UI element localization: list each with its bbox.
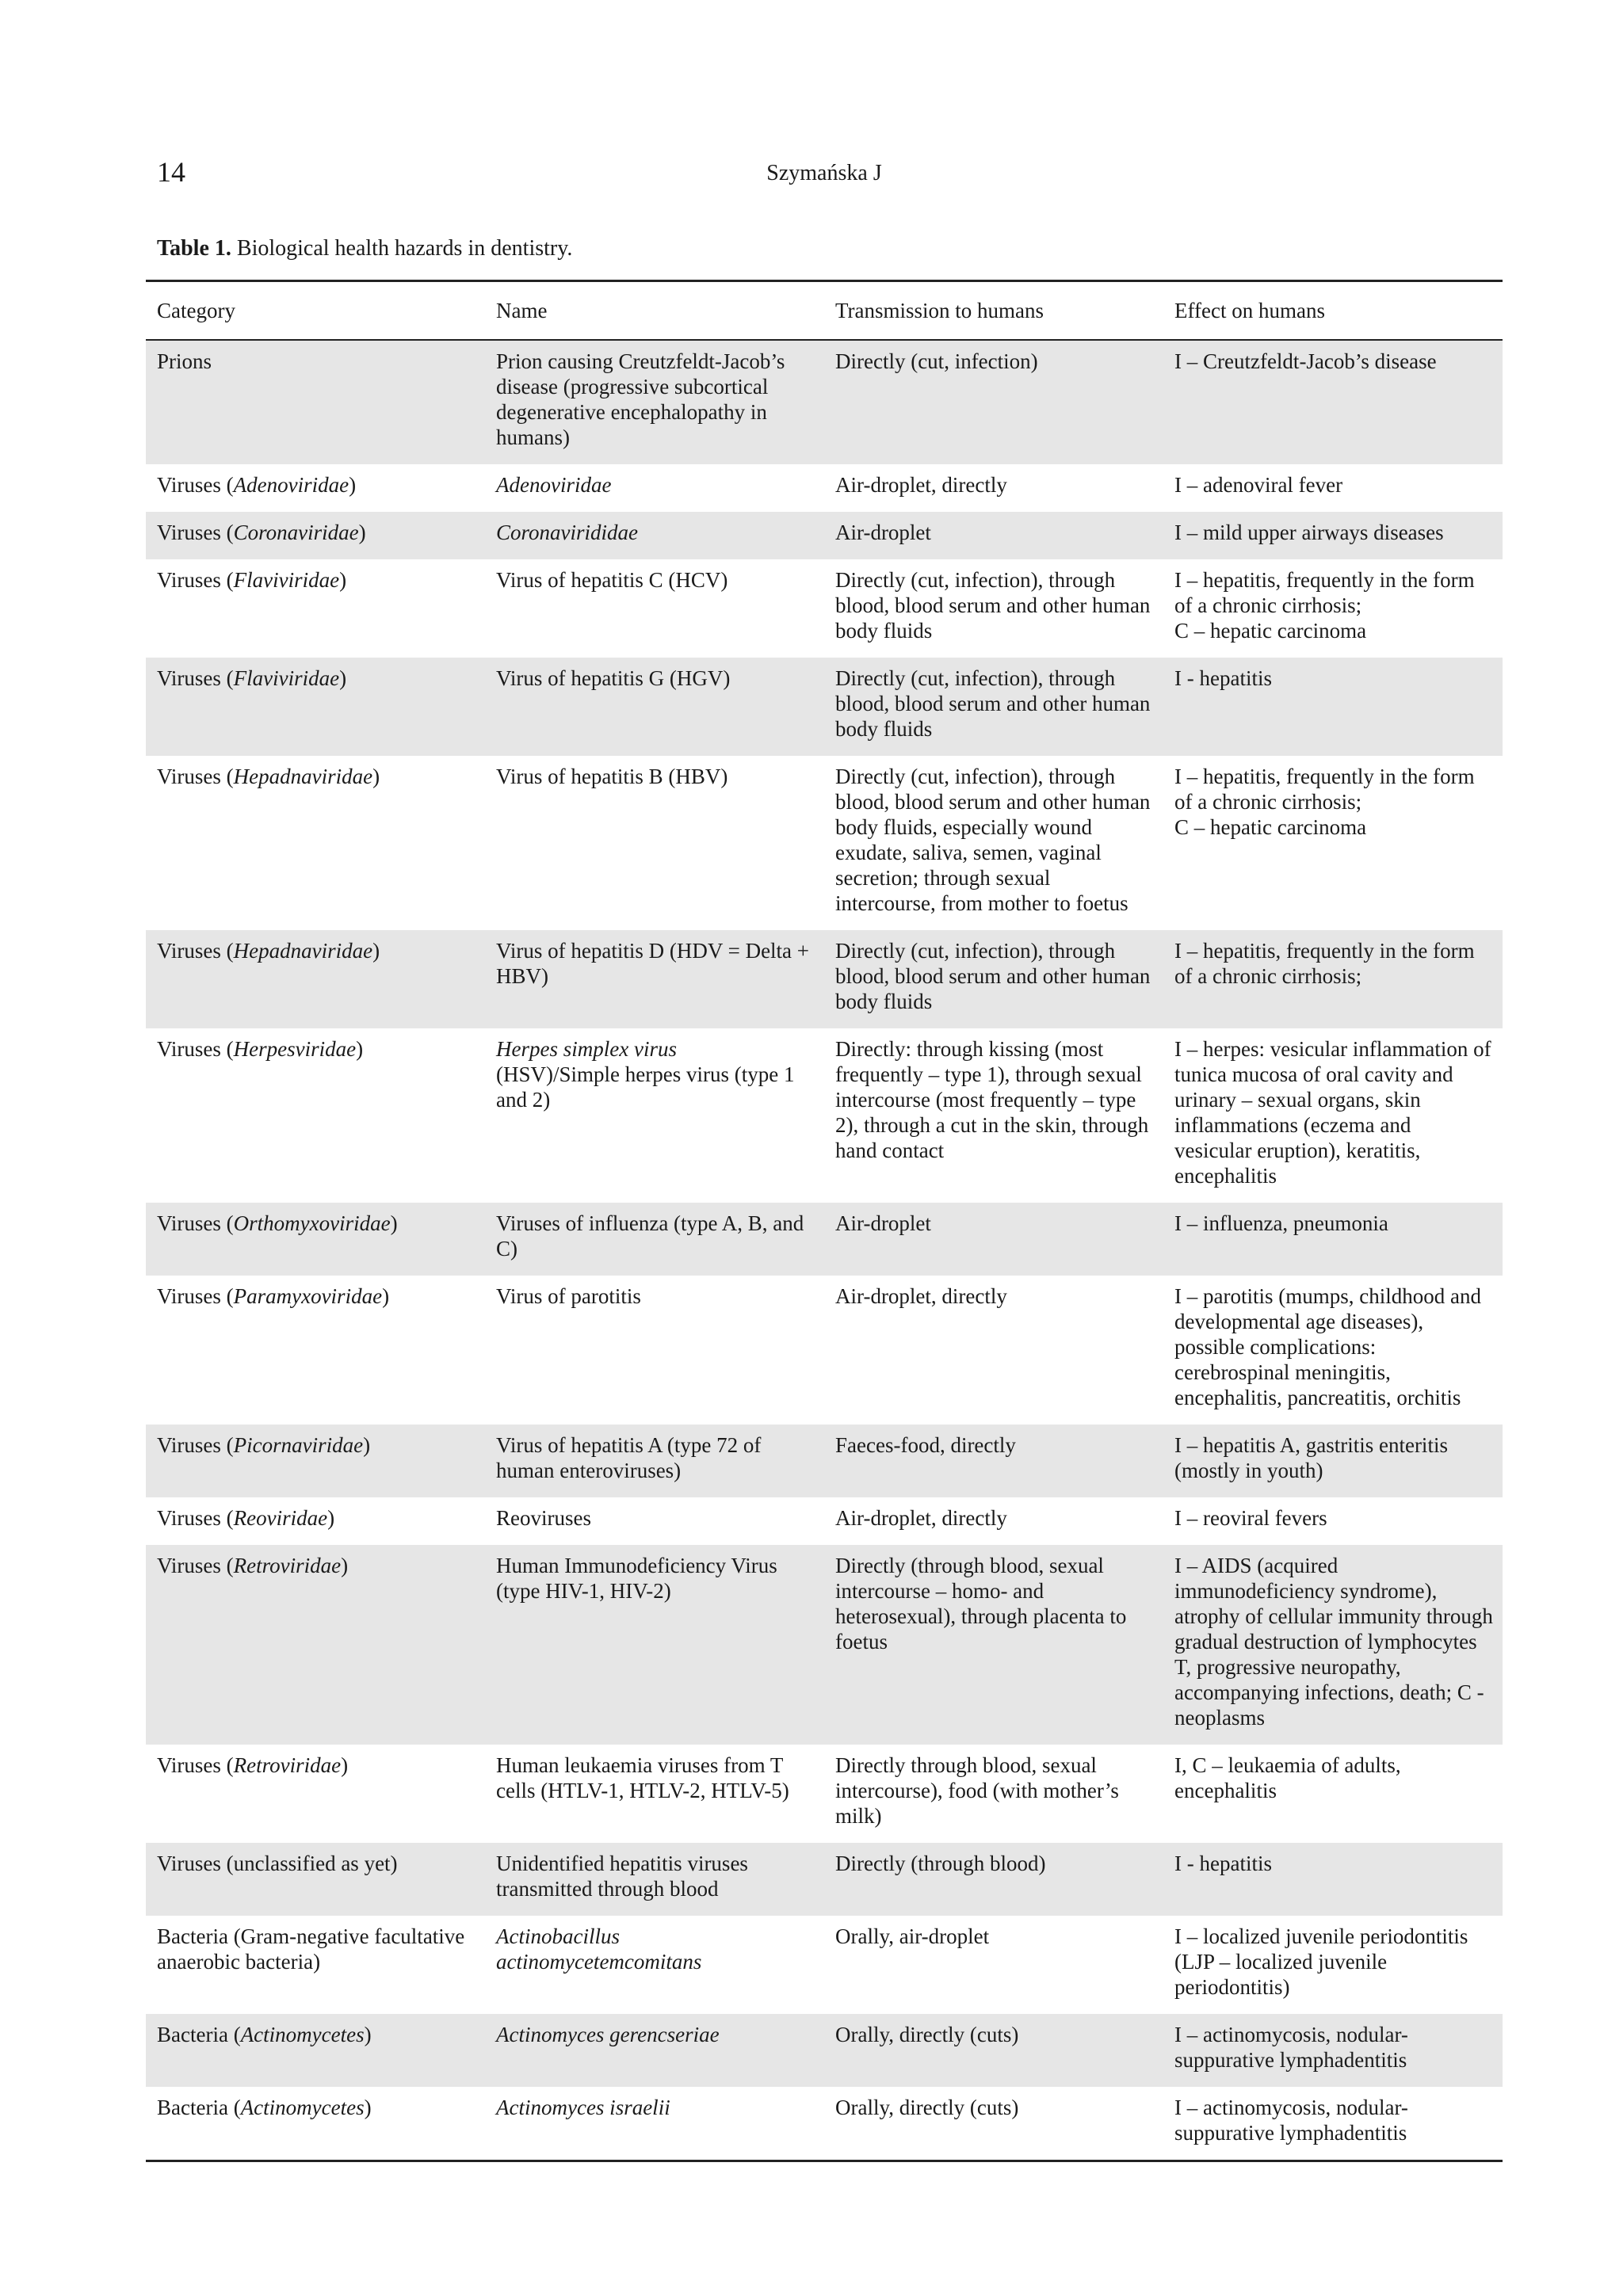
cell-transmission: Orally, directly (cuts): [824, 2014, 1163, 2087]
cell-name: Prion causing Creutzfeldt-Jacob’s disease (progressive subcortical degenerative encephalopathy in humans): [485, 340, 824, 464]
cell-name: Virus of hepatitis B (HBV): [496, 765, 728, 788]
table-row: [146, 2014, 1503, 2087]
table-row: [146, 1916, 1503, 2014]
table-row: [146, 512, 1503, 559]
table-row: [146, 1497, 1503, 1545]
cell-effect: I – hepatitis, frequently in the form of a chronic cirrhosis; C – hepatic carcinoma: [1174, 765, 1475, 839]
cell-name: Unidentified hepatitis viruses transmitted through blood: [485, 1843, 824, 1916]
cell-category: Bacteria (Gram-negative facultative anaerobic bacteria): [157, 1924, 465, 1974]
cell-effect: I – reoviral fevers: [1174, 1506, 1327, 1530]
cell-category: Viruses (Flaviviridae): [146, 658, 485, 756]
table-row: [146, 1843, 1503, 1916]
table-row: [146, 1203, 1503, 1276]
cell-effect: I – parotitis (mumps, childhood and developmental age diseases), possible complications: cerebrospinal meningitis, encephalitis, pancreatitis, orchitis: [1174, 1284, 1481, 1409]
table-row: [146, 2087, 1503, 2161]
column-header-transmission: Transmission to humans: [835, 299, 1044, 322]
column-header-name: Name: [496, 299, 548, 322]
cell-effect: I – hepatitis, frequently in the form of a chronic cirrhosis; C – hepatic carcinoma: [1174, 568, 1475, 643]
cell-transmission: Directly (through blood, sexual intercourse – homo- and heterosexual), through placenta to foetus: [824, 1545, 1163, 1745]
cell-category: Bacteria (Actinomycetes): [157, 2096, 372, 2119]
cell-name: Reoviruses: [496, 1506, 591, 1530]
cell-category: Viruses (unclassified as yet): [146, 1843, 485, 1916]
cell-effect: I – actinomycosis, nodular-suppurative lymphadentitis: [1163, 2014, 1503, 2087]
cell-transmission: Directly (cut, infection): [824, 340, 1163, 464]
cell-category: Viruses (Picornaviridae): [146, 1425, 485, 1497]
cell-effect: I – localized juvenile periodontitis (LJP – localized juvenile periodontitis): [1174, 1924, 1468, 1999]
table-caption-text: Biological health hazards in dentistry.: [236, 236, 573, 261]
cell-category: Viruses (Reoviridae): [157, 1506, 335, 1530]
cell-transmission: Orally, directly (cuts): [835, 2096, 1019, 2119]
table-row: [146, 559, 1503, 658]
cell-name: Adenoviridae: [496, 473, 612, 497]
table-row: [146, 1276, 1503, 1425]
cell-effect: I - hepatitis: [1163, 1843, 1503, 1916]
page-number: 14: [157, 156, 185, 188]
table-row: [146, 464, 1503, 512]
cell-transmission: Directly (cut, infection), through blood, blood serum and other human body fluids: [824, 658, 1163, 756]
table-caption-label: Table 1.: [157, 236, 231, 261]
cell-transmission: Air-droplet, directly: [835, 1284, 1007, 1308]
table-row: [146, 756, 1503, 930]
cell-name: Virus of parotitis: [496, 1284, 641, 1308]
cell-effect: I – Creutzfeldt-Jacob’s disease: [1163, 340, 1503, 464]
cell-name: Actinomyces gerencseriae: [485, 2014, 824, 2087]
column-header-effect: Effect on humans: [1174, 299, 1325, 322]
table-header: [146, 281, 1503, 341]
cell-effect: I - hepatitis: [1163, 658, 1503, 756]
cell-transmission: Directly: through kissing (most frequently – type 1), through sexual intercourse (most frequently – type 2), through a cut in the skin, through hand contact: [835, 1037, 1149, 1162]
cell-category: Viruses (Coronaviridae): [146, 512, 485, 559]
cell-effect: I – mild upper airways diseases: [1163, 512, 1503, 559]
cell-transmission: Faeces-food, directly: [824, 1425, 1163, 1497]
cell-category: Bacteria (Actinomycetes): [146, 2014, 485, 2087]
cell-category: Viruses (Herpesviridae): [157, 1037, 364, 1061]
cell-transmission: Directly (cut, infection), through blood, blood serum and other human body fluids: [824, 930, 1163, 1028]
cell-category: Prions: [146, 340, 485, 464]
cell-transmission: Directly through blood, sexual intercourse), food (with mother’s milk): [835, 1753, 1119, 1828]
cell-category: Viruses (Adenoviridae): [157, 473, 357, 497]
cell-category: Viruses (Hepadnaviridae): [146, 930, 485, 1028]
cell-name: Actinobacillus actinomycetemcomitans: [496, 1924, 702, 1974]
cell-transmission: Air-droplet, directly: [835, 473, 1007, 497]
cell-name: Virus of hepatitis C (HCV): [496, 568, 728, 592]
running-head: Szymańska J: [766, 161, 882, 185]
cell-name: Virus of hepatitis D (HDV = Delta + HBV): [485, 930, 824, 1028]
cell-category: Viruses (Paramyxoviridae): [157, 1284, 390, 1308]
cell-name: Virus of hepatitis A (type 72 of human enteroviruses): [485, 1425, 824, 1497]
table-row: [146, 1425, 1503, 1497]
table-caption: [157, 236, 572, 261]
cell-effect: I – AIDS (acquired immunodeficiency syndrome), atrophy of cellular immunity through gradual destruction of lymphocytes T, progressive neuropathy, accompanying infections, death; C - neoplasms: [1163, 1545, 1503, 1745]
cell-category: Viruses (Hepadnaviridae): [157, 765, 380, 788]
cell-transmission: Orally, air-droplet: [835, 1924, 990, 1948]
table-row: [146, 658, 1503, 756]
cell-effect: I – hepatitis A, gastritis enteritis (mostly in youth): [1163, 1425, 1503, 1497]
cell-effect: I – hepatitis, frequently in the form of a chronic cirrhosis;: [1163, 930, 1503, 1028]
cell-transmission: Air-droplet, directly: [835, 1506, 1007, 1530]
cell-name: Coronavirididae: [485, 512, 824, 559]
table-body: [146, 340, 1503, 2161]
cell-effect: I – adenoviral fever: [1174, 473, 1343, 497]
cell-name: Human leukaemia viruses from T cells (HTLV-1, HTLV-2, HTLV-5): [496, 1753, 789, 1802]
cell-effect: I – actinomycosis, nodular-suppurative lymphadentitis: [1174, 2096, 1408, 2145]
cell-category: Viruses (Retroviridae): [157, 1753, 349, 1777]
biological-hazards-table: [146, 280, 1503, 2162]
cell-category: Viruses (Retroviridae): [146, 1545, 485, 1745]
cell-name: Human Immunodeficiency Virus (type HIV-1, HIV-2): [485, 1545, 824, 1745]
cell-name: Virus of hepatitis G (HGV): [485, 658, 824, 756]
cell-name: Actinomyces israelii: [496, 2096, 670, 2119]
table-header-row: [146, 281, 1503, 341]
cell-effect: I – influenza, pneumonia: [1163, 1203, 1503, 1276]
column-header-category: Category: [157, 299, 235, 322]
cell-transmission: Air-droplet: [824, 1203, 1163, 1276]
cell-transmission: Directly (cut, infection), through blood, blood serum and other human body fluids: [835, 568, 1151, 643]
cell-name: Herpes simplex virus (HSV)/Simple herpes virus (type 1 and 2): [496, 1037, 795, 1112]
table-row: [146, 340, 1503, 464]
table-row: [146, 930, 1503, 1028]
cell-transmission: Air-droplet: [824, 512, 1163, 559]
cell-transmission: Directly (cut, infection), through blood, blood serum and other human body fluids, especially wound exudate, saliva, semen, vaginal secretion; through sexual intercourse, from mother to foetus: [835, 765, 1151, 915]
cell-category: Viruses (Orthomyxoviridae): [146, 1203, 485, 1276]
cell-transmission: Directly (through blood): [824, 1843, 1163, 1916]
table-row: [146, 1745, 1503, 1843]
cell-effect: I, C – leukaemia of adults, encephalitis: [1174, 1753, 1401, 1802]
table-row: [146, 1545, 1503, 1745]
cell-name: Viruses of influenza (type A, B, and C): [485, 1203, 824, 1276]
cell-effect: I – herpes: vesicular inflammation of tunica mucosa of oral cavity and urinary – sexual organs, skin inflammations (eczema and vesicular eruption), keratitis, encephalitis: [1174, 1037, 1491, 1188]
cell-category: Viruses (Flaviviridae): [157, 568, 347, 592]
table-row: [146, 1028, 1503, 1203]
